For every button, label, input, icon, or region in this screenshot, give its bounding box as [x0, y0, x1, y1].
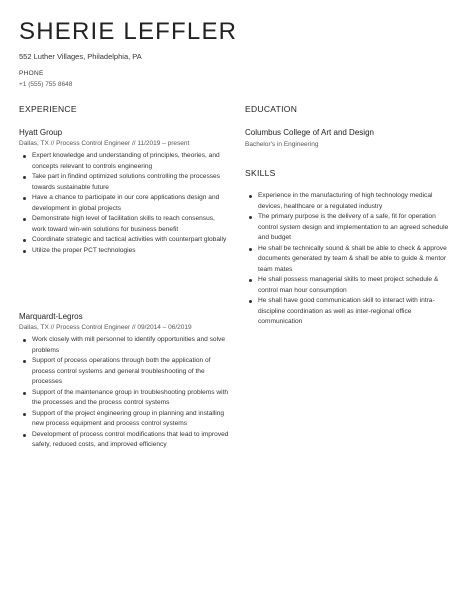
address: 552 Luther Villages, Philadelphia, PA	[19, 52, 142, 61]
list-item: The primary purpose is the delivery of a safe, fit for operation control system design and implementation to an agreed schedule and budget	[258, 212, 455, 244]
job-bullets	[19, 151, 229, 256]
job-company: Hyatt Group	[19, 128, 63, 137]
education-heading: EDUCATION	[245, 104, 298, 114]
list-item: Coordinate strategic and tactical activities with counterpart globally	[32, 235, 229, 246]
job-bullets	[19, 335, 229, 451]
list-item: Demonstrate high level of facilitation skills to reach consensus, work toward win-win solutions for business benefit	[32, 214, 229, 235]
list-item: Expert knowledge and understanding of principles, theories, and concepts relevant to controls engineering	[32, 151, 229, 172]
list-item: Development of process control modifications that lead to improved safety, reduced costs, and improved efficiency	[32, 430, 229, 451]
job-marquardt	[19, 312, 229, 451]
list-item: He shall possess managerial skills to meet project schedule & control man hour consumption	[258, 275, 455, 296]
list-item: Have a chance to participate in our core applications design and development in global projects	[32, 193, 229, 214]
school-name: Columbus College of Art and Design	[245, 128, 374, 137]
skill-bullets	[245, 191, 455, 328]
list-item: Support of process operations through both the application of process control systems and general troubleshooting of the processes	[32, 356, 229, 388]
job-meta: Dallas, TX // Process Control Engineer // 09/2014 – 06/2019	[19, 324, 192, 331]
job-hyatt	[19, 128, 229, 256]
list-item: Take part in findind optimized solutions controlling the processes towards sustainable future	[32, 172, 229, 193]
list-item: Support of the maintenance group in troubleshooting problems with the processes and the process control systems	[32, 388, 229, 409]
list-item: Support of the project engineering group in planning and installing new process equipment and process control systems	[32, 409, 229, 430]
list-item: Work closely with mill personnel to identify opportunities and solve problems	[32, 335, 229, 356]
phone-label: PHONE	[19, 70, 44, 77]
education-entry	[245, 128, 455, 148]
resume-name: SHERIE LEFFLER	[19, 18, 238, 45]
list-item: Experience in the manufacturing of high technology medical devices, healthcare or a regulated industry	[258, 191, 455, 212]
experience-heading: EXPERIENCE	[19, 104, 77, 114]
skills-heading: SKILLS	[245, 168, 276, 178]
list-item: He shall have good communication skill to interact with intra-discipline coordination as well as inter-regional office communication	[258, 296, 455, 328]
job-meta: Dallas, TX // Process Control Engineer // 11/2019 – present	[19, 140, 190, 147]
job-company: Marquardt-Legros	[19, 312, 83, 321]
phone-number: +1 (555) 755 8648	[19, 81, 73, 88]
list-item: He shall be technically sound & shall be able to check & approve documents generated by team & shall be able to guide & mentor team mates	[258, 244, 455, 276]
list-item: Utilize the proper PCT technologies	[32, 246, 229, 257]
degree: Bachelor's in Engineering	[245, 141, 319, 148]
skills-list	[245, 191, 455, 328]
